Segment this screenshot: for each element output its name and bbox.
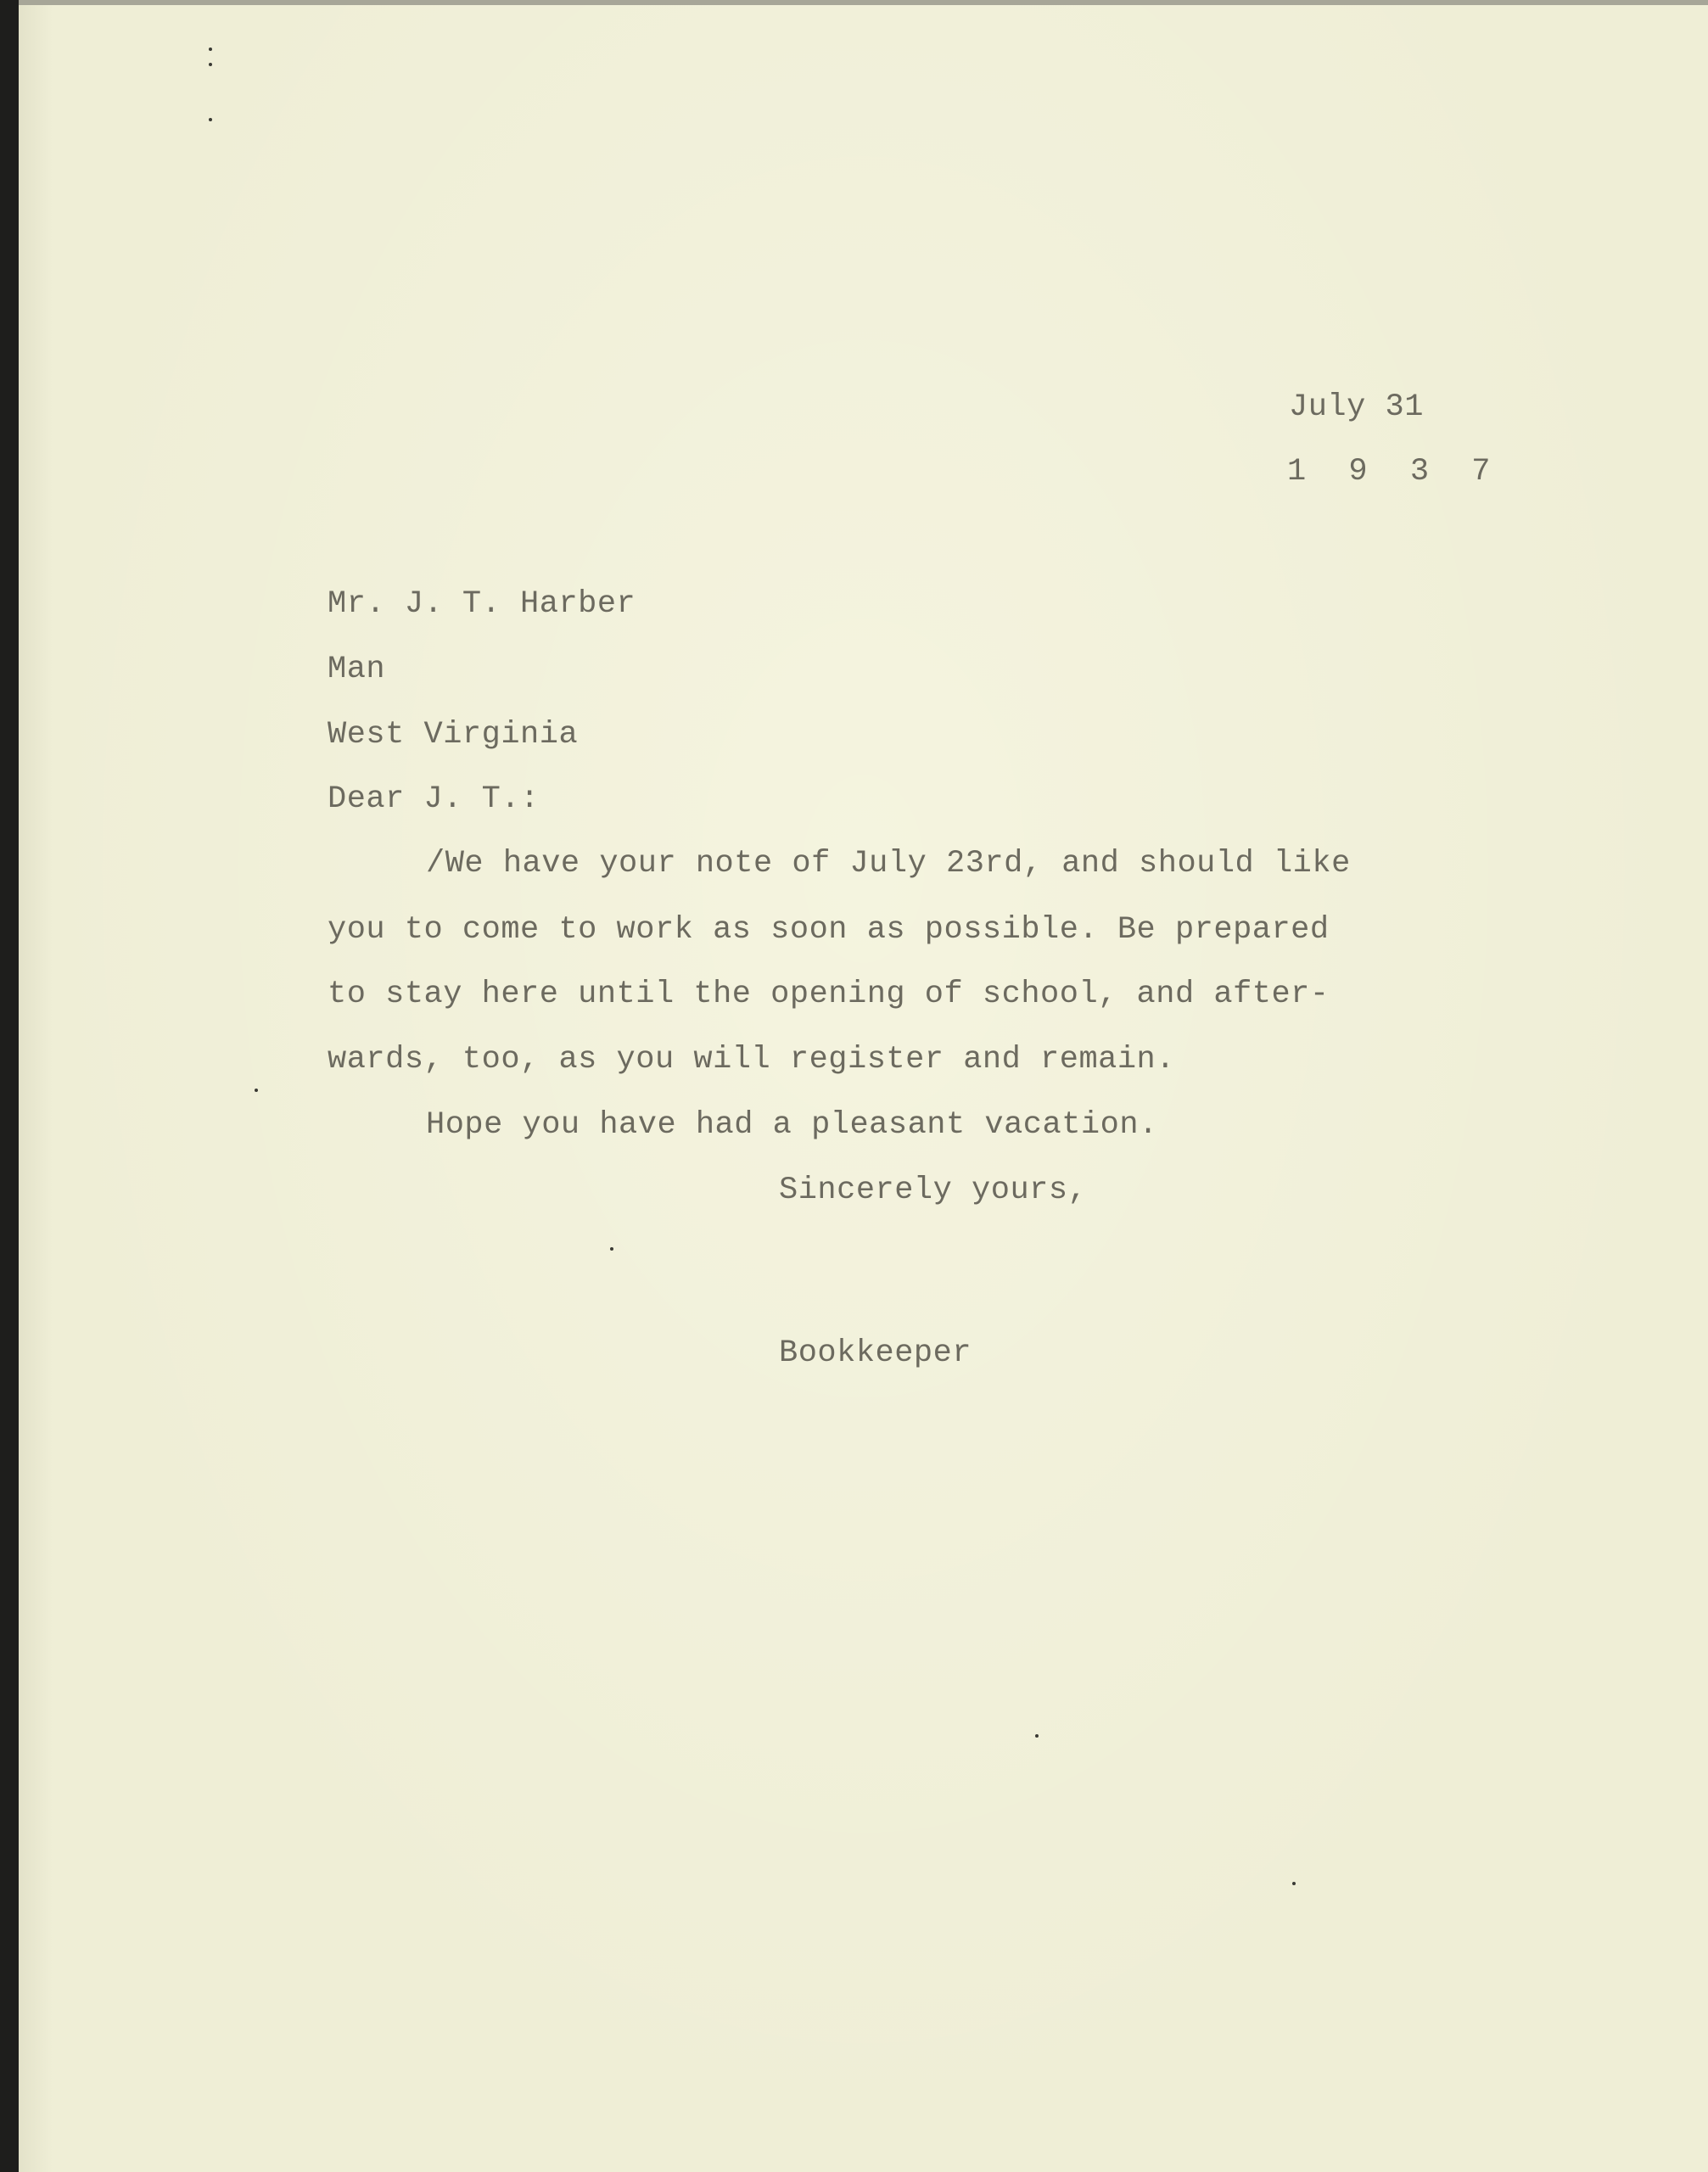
letter-date-year: 1 9 3 7 bbox=[1287, 454, 1503, 490]
paper-sheet bbox=[19, 0, 1708, 2172]
body-line: /We have your note of July 23rd, and should like bbox=[426, 846, 1351, 882]
recipient-city: Man bbox=[328, 652, 386, 687]
margin-speck bbox=[209, 48, 212, 51]
margin-speck bbox=[255, 1089, 258, 1092]
margin-speck bbox=[610, 1247, 613, 1251]
margin-speck bbox=[209, 63, 212, 66]
margin-speck bbox=[1292, 1882, 1296, 1885]
paper-top-edge bbox=[19, 0, 1708, 5]
body-line: Hope you have had a pleasant vacation. bbox=[426, 1107, 1158, 1143]
body-line: wards, too, as you will register and remain. bbox=[328, 1042, 1175, 1078]
margin-speck bbox=[1035, 1734, 1039, 1738]
signature-title: Bookkeeper bbox=[779, 1335, 972, 1371]
body-line: you to come to work as soon as possible. Be prepared bbox=[328, 912, 1330, 948]
margin-speck bbox=[209, 118, 212, 121]
body-line: to stay here until the opening of school, and after- bbox=[328, 977, 1330, 1012]
recipient-name: Mr. J. T. Harber bbox=[328, 586, 636, 622]
letter-date-month-day: July 31 bbox=[1289, 389, 1424, 425]
closing: Sincerely yours, bbox=[779, 1173, 1088, 1208]
recipient-state: West Virginia bbox=[328, 717, 579, 753]
salutation: Dear J. T.: bbox=[328, 781, 540, 817]
